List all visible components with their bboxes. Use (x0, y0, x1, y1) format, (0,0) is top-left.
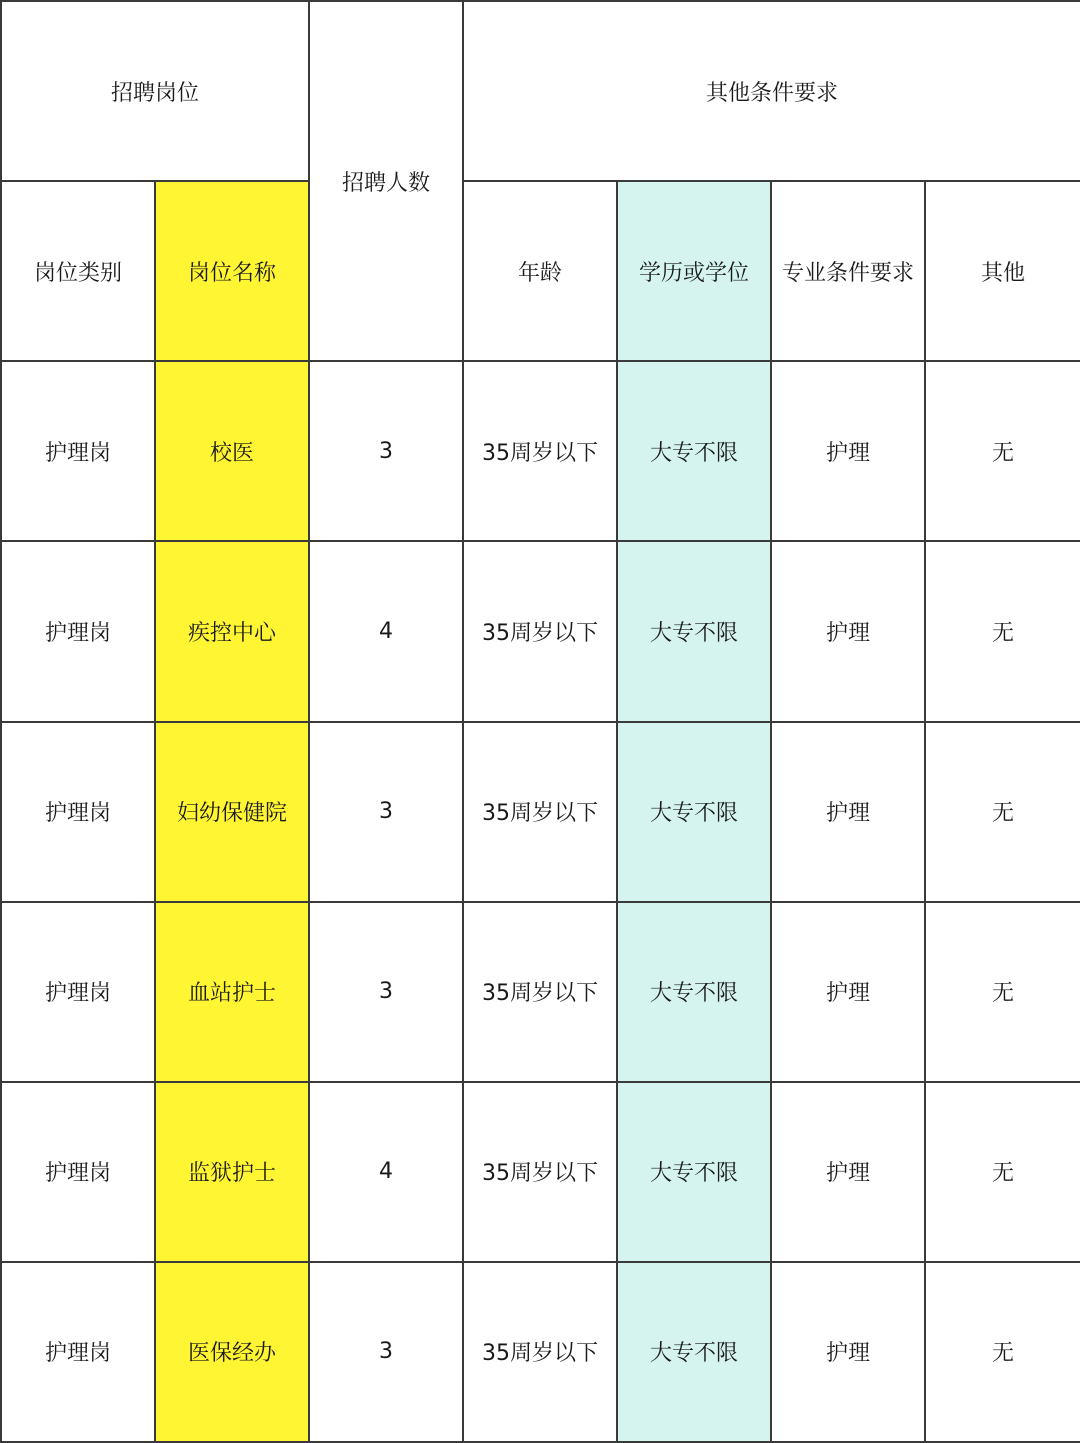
cell-other: 无 (925, 1262, 1080, 1442)
cell-headcount: 3 (309, 902, 463, 1082)
cell-major: 护理 (771, 1262, 925, 1442)
cell-education: 大专不限 (617, 722, 771, 902)
cell-education: 大专不限 (617, 1262, 771, 1442)
cell-education: 大专不限 (617, 902, 771, 1082)
table-row (1, 722, 1080, 902)
cell-category: 护理岗 (1, 361, 155, 541)
cell-category: 护理岗 (1, 902, 155, 1082)
table-row (1, 541, 1080, 721)
cell-post-name: 校医 (155, 361, 309, 541)
header-other: 其他 (925, 181, 1080, 361)
header-other-conditions: 其他条件要求 (463, 1, 1080, 181)
table-row (1, 1262, 1080, 1442)
cell-headcount: 3 (309, 361, 463, 541)
cell-post-name: 血站护士 (155, 902, 309, 1082)
header-education: 学历或学位 (617, 181, 771, 361)
cell-category: 护理岗 (1, 541, 155, 721)
cell-major: 护理 (771, 361, 925, 541)
cell-other: 无 (925, 1082, 1080, 1262)
cell-age: 35周岁以下 (463, 722, 617, 902)
cell-age: 35周岁以下 (463, 361, 617, 541)
header-age: 年龄 (463, 181, 617, 361)
cell-headcount: 3 (309, 1262, 463, 1442)
cell-major: 护理 (771, 722, 925, 902)
cell-category: 护理岗 (1, 1082, 155, 1262)
cell-age: 35周岁以下 (463, 902, 617, 1082)
cell-other: 无 (925, 541, 1080, 721)
header-row-top (1, 1, 1080, 181)
cell-headcount: 4 (309, 541, 463, 721)
cell-post-name: 疾控中心 (155, 541, 309, 721)
cell-education: 大专不限 (617, 541, 771, 721)
header-post-group: 招聘岗位 (1, 1, 309, 181)
cell-age: 35周岁以下 (463, 1262, 617, 1442)
cell-category: 护理岗 (1, 722, 155, 902)
cell-major: 护理 (771, 541, 925, 721)
cell-other: 无 (925, 722, 1080, 902)
cell-major: 护理 (771, 1082, 925, 1262)
cell-post-name: 监狱护士 (155, 1082, 309, 1262)
cell-education: 大专不限 (617, 1082, 771, 1262)
cell-headcount: 4 (309, 1082, 463, 1262)
cell-age: 35周岁以下 (463, 1082, 617, 1262)
cell-other: 无 (925, 902, 1080, 1082)
header-headcount: 招聘人数 (309, 1, 463, 361)
header-row-sub (1, 181, 1080, 361)
cell-category: 护理岗 (1, 1262, 155, 1442)
cell-post-name: 妇幼保健院 (155, 722, 309, 902)
header-post-category: 岗位类别 (1, 181, 155, 361)
table-row (1, 361, 1080, 541)
cell-major: 护理 (771, 902, 925, 1082)
cell-headcount: 3 (309, 722, 463, 902)
table-row (1, 1082, 1080, 1262)
header-major: 专业条件要求 (771, 181, 925, 361)
cell-age: 35周岁以下 (463, 541, 617, 721)
table-row (1, 902, 1080, 1082)
cell-other: 无 (925, 361, 1080, 541)
cell-education: 大专不限 (617, 361, 771, 541)
cell-post-name: 医保经办 (155, 1262, 309, 1442)
header-post-name: 岗位名称 (155, 181, 309, 361)
